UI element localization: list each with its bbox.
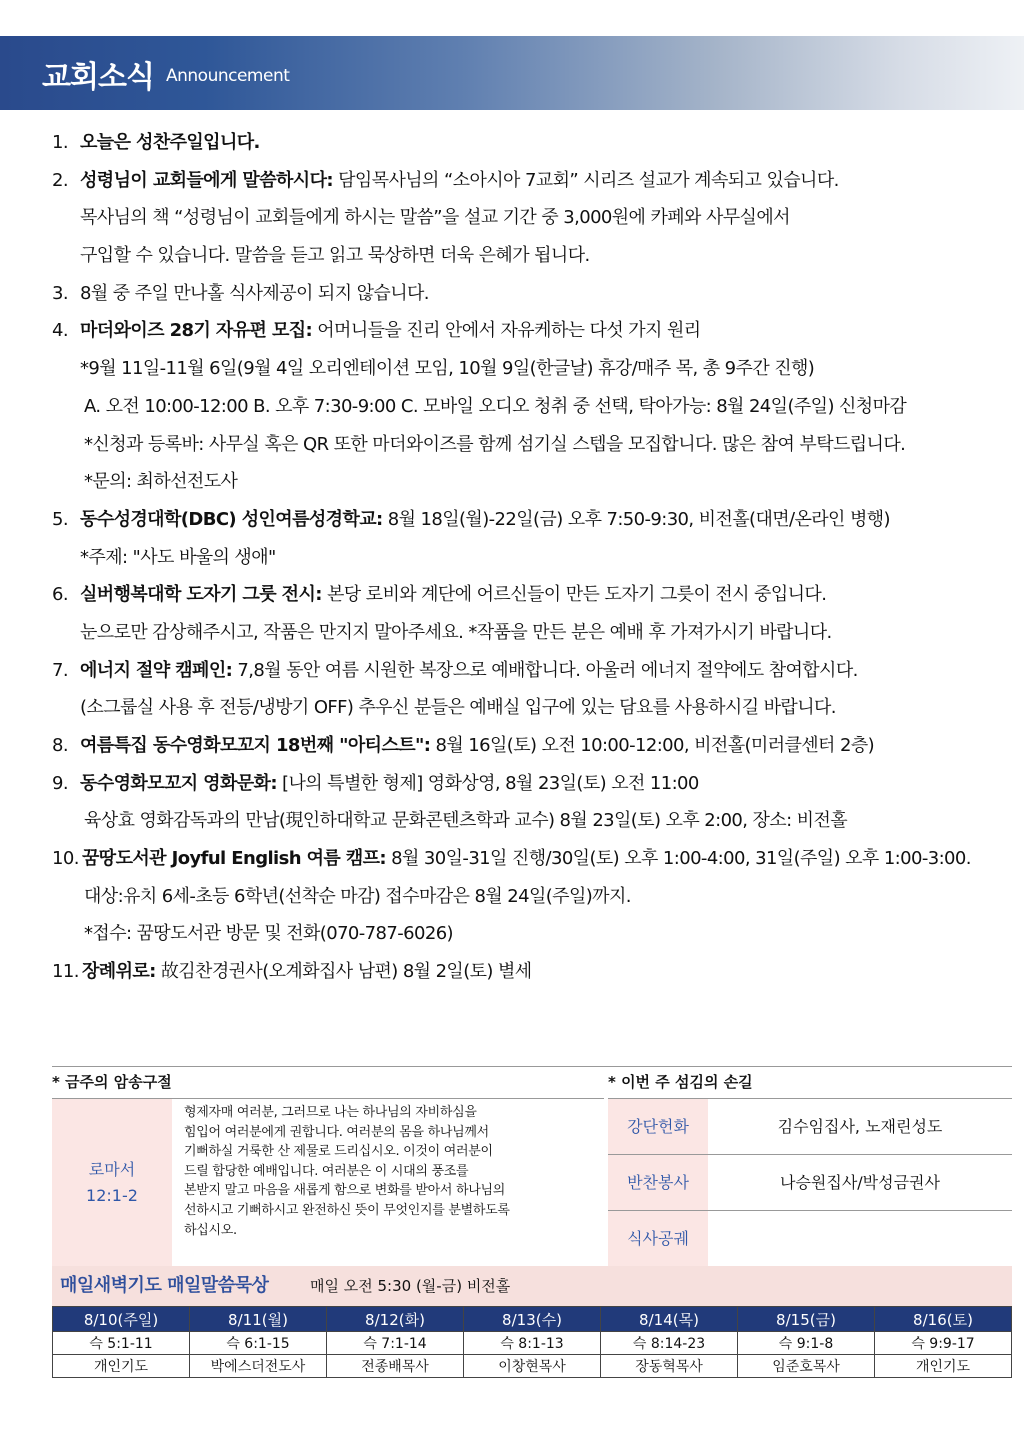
notice-10: 10. 꿈땅도서관 Joyful English 여름 캠프: 8월 30일-31일 진행/30일(토) 오후 1:00-4:00, 31일(주일) 오후 1:00-3:00. <box>52 848 971 870</box>
verse-line: 본받지 말고 마음을 새롭게 함으로 변화를 받아서 하나님의 <box>184 1183 506 1199</box>
serve-row-meal <box>608 1210 1012 1266</box>
dawn-schedule-table <box>52 1306 1012 1378</box>
notice-2-line-3: 구입할 수 있습니다. 말씀을 듣고 읽고 묵상하면 더욱 은혜가 됩니다. <box>80 245 590 267</box>
schedule-leader-row <box>53 1355 1012 1378</box>
schedule-passage: 슥 9:9-17 <box>875 1332 1012 1355</box>
serve-table <box>608 1098 1012 1266</box>
notice-6: 6. 실버행복대학 도자기 그룻 전시: 본당 로비와 계단에 어르신들이 만든 도자기 그릇이 전시 중입니다. <box>52 584 827 606</box>
memory-ref-book: 로마서 <box>88 1160 136 1179</box>
notice-9: 9. 동수영화모꼬지 영화문화: [나의 특별한 형제] 영화상영, 8월 23일(토) 오전 11:00 <box>52 772 699 794</box>
dawn-prayer-title: 매일새벽기도 매일말씀묵상 <box>60 1275 269 1296</box>
divider <box>52 1066 1012 1067</box>
schedule-date: 8/12(화) <box>327 1307 464 1332</box>
schedule-passage: 슥 5:1-11 <box>53 1332 190 1355</box>
dawn-prayer-bar <box>52 1266 1012 1306</box>
verse-line: 힘입어 여러분에게 권합니다. 여러분의 몸을 하나님께서 <box>184 1124 489 1140</box>
notice-1: 1. 오늘은 성찬주일입니다. <box>52 132 260 153</box>
page-header <box>0 0 1024 110</box>
notice-2: 2. 성령님이 교회들에게 말씀하시다: 담임목사님의 “소아시아 7교회” 시리즈 설교가 계속되고 있습니다. <box>52 169 839 191</box>
memory-ref-verse: 12:1-2 <box>86 1186 138 1205</box>
schedule-leader: 개인기도 <box>53 1355 190 1378</box>
notice-7-line-2: (소그룹실 사용 후 전등/냉방기 OFF) 추우신 분들은 예배실 입구에 있는 담요를 사용하시길 바랍니다. <box>80 697 836 719</box>
schedule-date: 8/15(금) <box>738 1307 875 1332</box>
serve-heading: * 이번 주 섬김의 손길 <box>608 1073 753 1091</box>
notice-5-line-2: *주제: "사도 바울의 생애" <box>80 546 276 568</box>
notice-4-line-3: A. 오전 10:00-12:00 B. 오후 7:30-9:00 C. 모바일 오디오 청취 중 선택, 탁아가능: 8월 24일(주일) 신청마감 <box>84 395 907 417</box>
notice-9-line-2: 육상효 영화감독과의 만남(現인하대학교 문화콘텐츠학과 교수) 8월 23일(토) 오후 2:00, 장소: 비전홀 <box>84 810 848 832</box>
serve-label: 식사공궤 <box>608 1211 708 1266</box>
serve-value: 나승원집사/박성금권사 <box>780 1173 940 1192</box>
notice-4-line-2: *9월 11일-11월 6일(9월 4일 오리엔테이션 모임, 10월 9일(한글날) 휴강/매주 목, 총 9주간 진행) <box>80 358 815 380</box>
schedule-date: 8/13(수) <box>464 1307 601 1332</box>
notice-11: 11. 장례위로: 故김찬경권사(오계화집사 남편) 8월 2일(토) 별세 <box>52 961 532 983</box>
serve-row-flowers <box>608 1098 1012 1154</box>
page-subtitle: Announcement <box>166 66 290 86</box>
notice-10-line-3: *접수: 꿈땅도서관 방문 및 전화(070-787-6026) <box>84 923 453 945</box>
schedule-dates-row <box>53 1307 1012 1332</box>
notice-4-line-4: *신청과 등록바: 사무실 혹은 QR 또한 마더와이즈를 함께 섬기실 스텝을 모집합니다. 많은 참여 부탁드립니다. <box>84 433 906 455</box>
notice-8: 8. 여름특집 동수영화모꼬지 18번째 "아티스트": 8월 16일(토) 오전 10:00-12:00, 비전홀(미러클센터 2층) <box>52 735 875 756</box>
notice-10-line-2: 대상:유치 6세-초등 6학년(선착순 마감) 접수마감은 8월 24일(주일)까지. <box>84 885 631 907</box>
serve-row-side-dish <box>608 1154 1012 1210</box>
schedule-passage: 슥 6:1-15 <box>190 1332 327 1355</box>
schedule-passage: 슥 9:1-8 <box>738 1332 875 1355</box>
schedule-leader: 박에스더전도사 <box>190 1355 327 1378</box>
schedule-leader: 장동혁목사 <box>601 1355 738 1378</box>
announcement-list <box>52 124 1002 991</box>
schedule-passage: 슥 8:1-13 <box>464 1332 601 1355</box>
schedule-leader: 개인기도 <box>875 1355 1012 1378</box>
dawn-prayer-info: 매일 오전 5:30 (월-금) 비전홀 <box>310 1277 511 1295</box>
serve-label: 반찬봉사 <box>608 1155 708 1210</box>
verse-line: 하십시오. <box>184 1222 237 1238</box>
memory-verse-reference <box>52 1099 172 1267</box>
serve-value <box>708 1211 1012 1266</box>
schedule-date: 8/10(주일) <box>53 1307 190 1332</box>
verse-line: 드릴 합당한 예배입니다. 여러분은 이 시대의 풍조를 <box>184 1163 469 1179</box>
schedule-leader: 이창현목사 <box>464 1355 601 1378</box>
schedule-date: 8/11(월) <box>190 1307 327 1332</box>
notice-3: 3. 8월 중 주일 만나홀 식사제공이 되지 않습니다. <box>52 282 429 304</box>
memory-heading: * 금주의 암송구절 <box>52 1073 172 1091</box>
schedule-leader: 전종배목사 <box>327 1355 464 1378</box>
notice-2-line-2: 목사님의 책 “성령님이 교회들에게 하시는 말씀”을 설교 기간 중 3,000원에 카페와 사무실에서 <box>80 207 790 229</box>
memory-verse-box <box>52 1098 604 1268</box>
serve-label: 강단헌화 <box>608 1099 708 1154</box>
schedule-date: 8/14(목) <box>601 1307 738 1332</box>
page-title: 교회소식 <box>42 60 154 95</box>
schedule-passage: 슥 8:14-23 <box>601 1332 738 1355</box>
verse-line: 형제자매 여러분, 그러므로 나는 하나님의 자비하심을 <box>184 1105 477 1120</box>
verse-line: 기뻐하실 거룩한 산 제물로 드리십시오. 이것이 여러분이 <box>184 1144 493 1160</box>
schedule-leader: 임준호목사 <box>738 1355 875 1378</box>
notice-6-line-2: 눈으로만 감상해주시고, 작품은 만지지 말아주세요. *작품을 만든 분은 예배 후 가져가시기 바랍니다. <box>80 621 832 643</box>
memory-verse-text <box>184 1103 600 1240</box>
notice-4-line-5: *문의: 최하선전도사 <box>84 471 238 493</box>
verse-line: 선하시고 기뻐하시고 완전하신 뜻이 무엇인지를 분별하도록 <box>184 1202 510 1218</box>
schedule-date: 8/16(토) <box>875 1307 1012 1332</box>
serve-value: 김수임집사, 노재린성도 <box>777 1117 943 1136</box>
notice-5: 5. 동수성경대학(DBC) 성인여름성경학교: 8월 18일(월)-22일(금) 오후 7:50-9:30, 비전홀(대면/온라인 병행) <box>52 508 890 530</box>
notice-4: 4. 마더와이즈 28기 자유편 모집: 어머니들을 진리 안에서 자유케하는 다섯 가지 원리 <box>52 320 701 342</box>
schedule-passage: 슥 7:1-14 <box>327 1332 464 1355</box>
notice-7: 7. 에너지 절약 캠페인: 7,8월 동안 여름 시원한 복장으로 예배합니다. 아울러 에너지 절약에도 참여합시다. <box>52 659 858 681</box>
schedule-passage-row <box>53 1332 1012 1355</box>
